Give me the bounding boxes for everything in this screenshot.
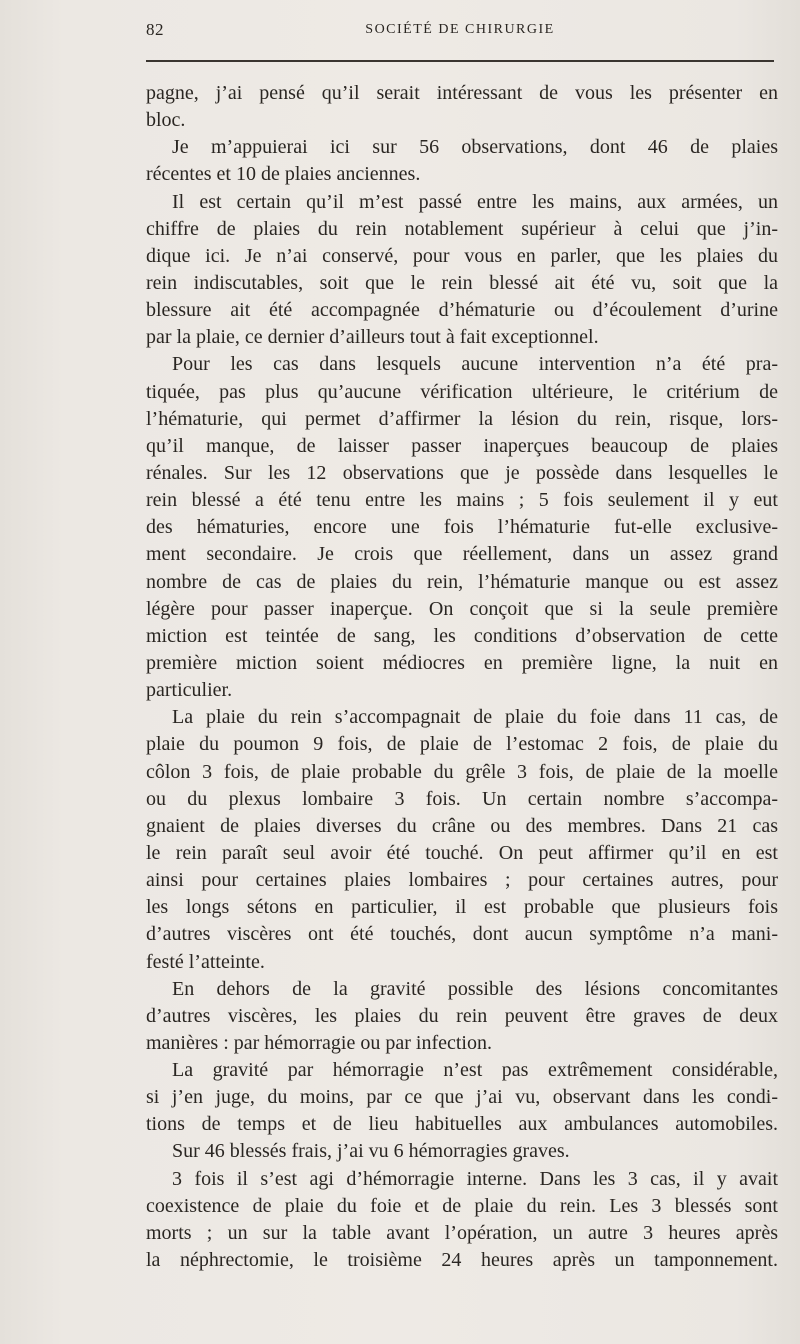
text-line: chiffre de plaies du rein notablement supérieur à celui que j’in- [146,217,778,240]
text-line: le rein paraît seul avoir été touché. On peut affirmer qu’il en est [146,841,778,864]
text-line: ainsi pour certaines plaies lombaires ; pour certaines autres, pour [146,869,778,892]
text-line: si j’en juge, du moins, par ce que j’ai vu, observant dans les condi- [146,1086,778,1109]
text-line: légère pour passer inaperçue. On conçoit que si la seule première [146,597,778,620]
text-line: Je m’appuierai ici sur 56 observations, dont 46 de plaies [172,136,778,159]
text-line: bloc. [146,109,186,132]
body-text [146,80,778,1274]
text-line: d’autres viscères ont été touchés, dont aucun symptôme n’a mani- [146,923,778,946]
page-number: 82 [146,20,164,39]
text-line: les longs sétons en particulier, il est probable que plusieurs fois [146,896,778,919]
text-line: tions de temps et de lieu habituelles aux ambulances automobiles. [146,1113,778,1136]
text-line: Pour les cas dans lesquels aucune intervention n’a été pra- [172,353,778,376]
text-line: pagne, j’ai pensé qu’il serait intéressant de vous les présenter en [146,82,778,104]
text-line: par la plaie, ce dernier d’ailleurs tout à fait exceptionnel. [146,326,599,349]
header-rule [146,60,774,62]
running-title: SOCIÉTÉ DE CHIRURGIE [365,22,555,37]
text-line: En dehors de la gravité possible des lésions concomitantes [172,977,778,1000]
text-line: côlon 3 fois, de plaie probable du grêle 3 fois, de plaie de la moelle [146,760,778,783]
text-line: plaie du poumon 9 fois, de plaie de l’estomac 2 fois, de plaie du [146,733,778,756]
text-line: rein blessé a été tenu entre les mains ; 5 fois seulement il y eut [146,489,778,512]
text-line: Il est certain qu’il m’est passé entre les mains, aux armées, un [172,190,778,213]
text-line: rein indiscutables, soit que le rein blessé ait été vu, soit que la [146,271,778,294]
text-line: récentes et 10 de plaies anciennes. [146,163,421,186]
text-line: La plaie du rein s’accompagnait de plaie du foie dans 11 cas, de [172,706,778,729]
text-line: la néphrectomie, le troisième 24 heures après un tamponnement. [146,1249,778,1272]
text-line: gnaient de plaies diverses du crâne ou des membres. Dans 21 cas [146,814,778,837]
text-line: festé l’atteinte. [146,950,265,973]
text-line: dique ici. Je n’ai conservé, pour vous en parler, que les plaies du [146,244,778,267]
text-line: tiquée, pas plus qu’aucune vérification ultérieure, le critérium de [146,380,778,403]
text-line: d’autres viscères, les plaies du rein peuvent être graves de deux [146,1004,778,1027]
text-line: miction est teintée de sang, les conditions d’observation de cette [146,624,778,647]
text-line: qu’il manque, de laisser passer inaperçues beaucoup de plaies [146,434,778,457]
text-line: particulier. [146,679,233,702]
text-line: coexistence de plaie du foie et de plaie du rein. Les 3 blessés sont [146,1194,778,1217]
text-line: La gravité par hémorragie n’est pas extrêmement considérable, [172,1059,778,1082]
text-line: rénales. Sur les 12 observations que je possède dans lesquelles le [146,461,778,484]
text-line: ment secondaire. Je crois que réellement, dans un assez grand [146,543,778,566]
page-header [146,20,774,44]
text-line: ou du plexus lombaire 3 fois. Un certain nombre s’accompa- [146,787,778,810]
text-line: des hématuries, encore une fois l’hématurie fut-elle exclusive- [146,516,778,539]
text-line: manières : par hémorragie ou par infection. [146,1031,492,1054]
text-line: nombre de cas de plaies du rein, l’hématurie manque ou est assez [146,570,778,593]
text-line: l’hématurie, qui permet d’affirmer la lésion du rein, risque, lors- [146,407,778,430]
text-line: morts ; un sur la table avant l’opération, un autre 3 heures après [146,1221,778,1244]
text-line: Sur 46 blessés frais, j’ai vu 6 hémorragies graves. [172,1140,570,1163]
text-line: blessure ait été accompagnée d’hématurie ou d’écoulement d’urine [146,299,778,322]
text-line: première miction soient médiocres en première ligne, la nuit en [146,651,778,674]
text-line: 3 fois il s’est agi d’hémorragie interne. Dans les 3 cas, il y avait [172,1167,778,1190]
